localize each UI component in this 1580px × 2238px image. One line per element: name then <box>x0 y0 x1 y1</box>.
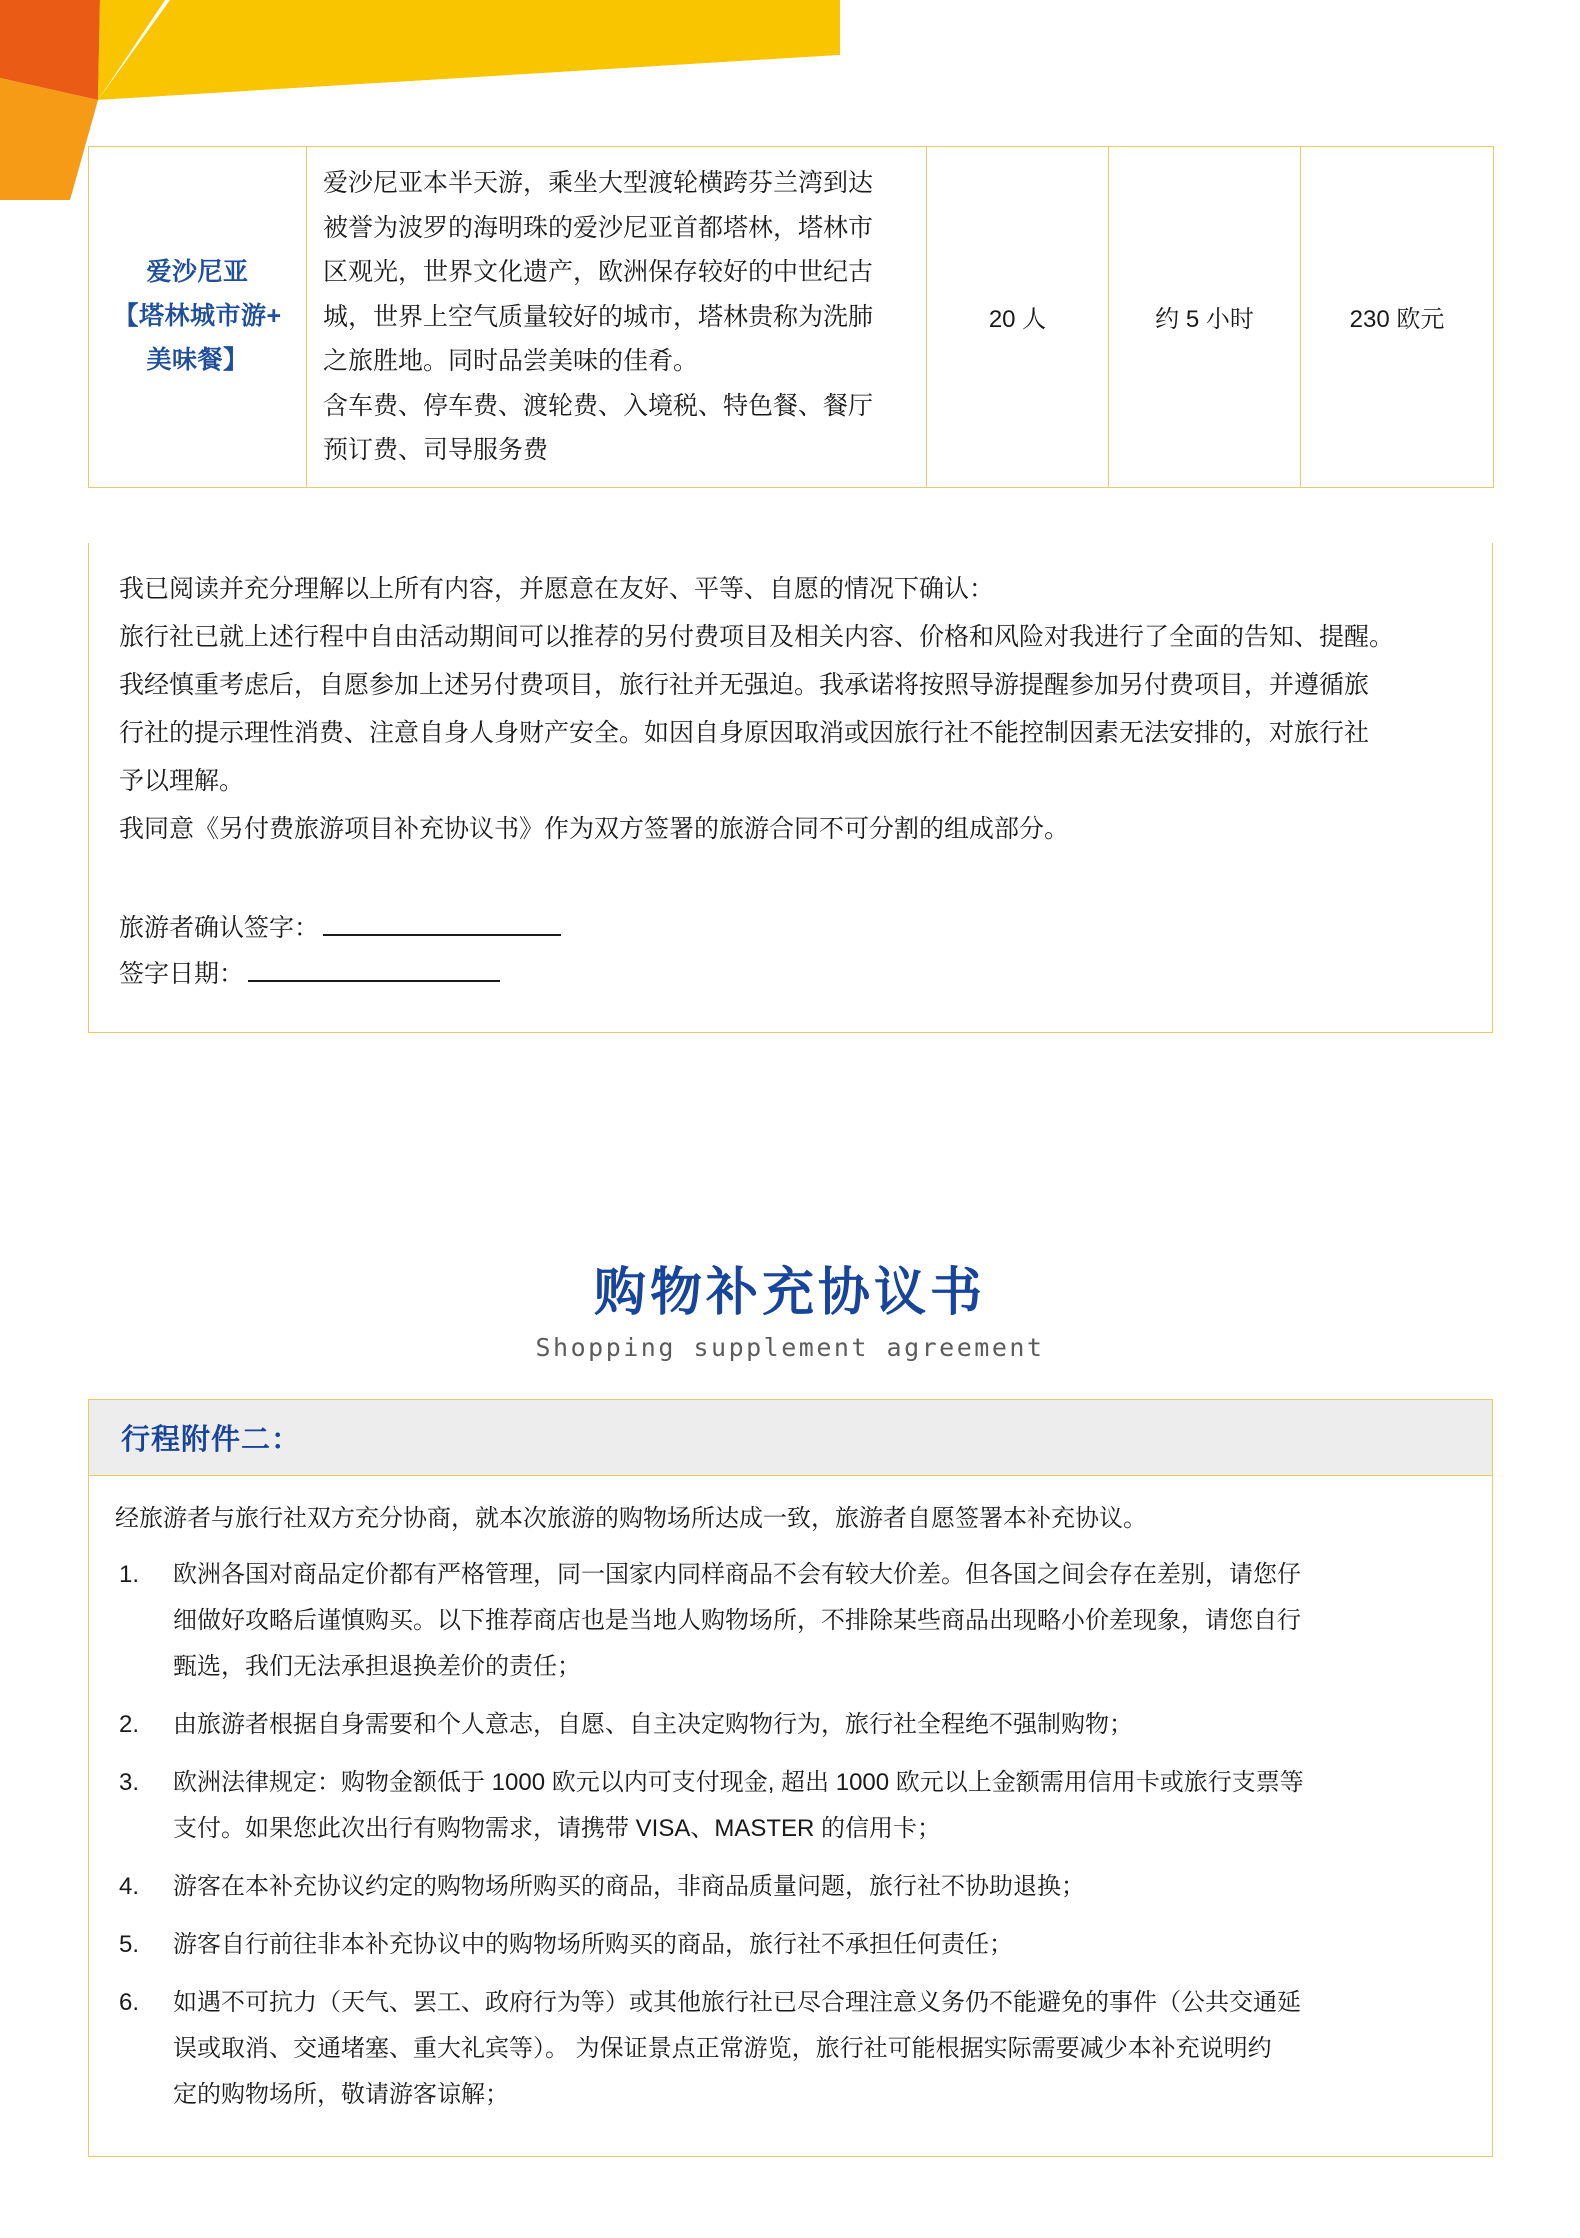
tour-name-line: 爱沙尼亚 <box>146 258 249 287</box>
declaration-line: 我同意《另付费旅游项目补充协议书》作为双方签署的旅游合同不可分割的组成部分。 <box>119 815 1070 843</box>
description-line: 之旅胜地。同时品尝美味的佳肴。 <box>323 347 699 375</box>
signature-date-row <box>119 951 1462 997</box>
clause-number: 4. <box>119 1873 140 1901</box>
declaration-line: 行社的提示理性消费、注意自身人身财产安全。如因自身原因取消或因旅行社不能控制因素无法安排的，对旅行社 <box>119 719 1370 747</box>
signature-date-input-line[interactable] <box>248 980 500 982</box>
declaration-line: 予以理解。 <box>119 767 245 795</box>
list-item <box>115 1702 1468 1748</box>
clause-number: 2. <box>119 1710 140 1738</box>
corner-shape-white-sliver <box>98 55 840 118</box>
tour-name-line: 美味餐】 <box>146 345 249 374</box>
table-row <box>89 147 1494 488</box>
attachment-panel <box>88 1399 1493 2157</box>
signature-spacer <box>119 853 1462 905</box>
signature-date-label: 签字日期： <box>119 960 245 989</box>
description-line: 预订费、司导服务费 <box>323 436 549 464</box>
corner-shape-white-wedge <box>98 0 170 100</box>
clause-number: 6. <box>119 1989 140 2017</box>
list-item <box>115 1552 1468 1690</box>
clause-line: 误或取消、交通堵塞、重大礼宾等）。 为保证景点正常游览，旅行社可能根据实际需要减少本补充说明约 <box>173 2035 1272 2063</box>
clause-line: 定的购物场所，敬请游客谅解； <box>173 2081 509 2109</box>
tour-name-line: 【塔林城市游+ <box>113 301 282 330</box>
attachment-intro: 经旅游者与旅行社双方充分协商，就本次旅游的购物场所达成一致，旅游者自愿签署本补充协议。 <box>115 1505 1147 1532</box>
clause-number: 3. <box>119 1768 140 1796</box>
attachment-header-label: 行程附件二： <box>121 1424 302 1456</box>
description-line: 城，世界上空气质量较好的城市，塔林贵称为洗肺 <box>323 302 874 331</box>
list-item <box>115 1922 1468 1968</box>
tour-description-cell <box>307 147 927 488</box>
declaration-line: 旅行社已就上述行程中自由活动期间可以推荐的另付费项目及相关内容、价格和风险对我进行了全面的告知、提醒。 <box>119 623 1395 651</box>
corner-shape-orange-dark <box>0 0 100 100</box>
declaration-line: 我经慎重考虑后，自愿参加上述另付费项目，旅行社并无强迫。我承诺将按照导游提醒参加另付费项目，并遵循旅 <box>119 671 1370 699</box>
list-item <box>115 1864 1468 1910</box>
clause-number: 5. <box>119 1931 140 1959</box>
signature-row <box>119 905 1462 951</box>
page-title: 购物补充协议书 <box>593 1265 986 1322</box>
list-item <box>115 1980 1468 2118</box>
clause-number: 1. <box>119 1560 140 1588</box>
price-cell: 230 欧元 <box>1301 147 1494 488</box>
attachment-body <box>89 1476 1492 2156</box>
clause-line: 如遇不可抗力（天气、罢工、政府行为等）或其他旅行社已尽合理注意义务仍不能避免的事件（公共交通延 <box>173 1989 1301 2017</box>
signature-label: 旅游者确认签字： <box>119 914 320 942</box>
participants-cell: 20 人 <box>927 147 1109 488</box>
declaration-block <box>88 543 1493 1033</box>
clause-line: 支付。如果您此次出行有购物需求，请携带 VISA、MASTER 的信用卡； <box>173 1814 942 1842</box>
corner-shape-yellow-top <box>98 0 840 100</box>
clause-line: 欧洲各国对商品定价都有严格管理，同一国家内同样商品不会有较大价差。但各国之间会存在差别，请您仔 <box>173 1560 1301 1588</box>
clause-line: 甄选，我们无法承担退换差价的责任； <box>173 1652 581 1680</box>
clause-line: 游客在本补充协议约定的购物场所购买的商品，非商品质量问题，旅行社不协助退换； <box>173 1873 1085 1901</box>
declaration-line: 我已阅读并充分理解以上所有内容，并愿意在友好、平等、自愿的情况下确认： <box>119 575 995 603</box>
list-item <box>115 1760 1468 1852</box>
page-subtitle: Shopping supplement agreement <box>535 1333 1045 1362</box>
clause-line: 细做好攻略后谨慎购买。以下推荐商店也是当地人购物场所，不排除某些商品出现略小价差现象，请您自行 <box>173 1606 1301 1634</box>
description-line: 爱沙尼亚本半天游，乘坐大型渡轮横跨芬兰湾到达 <box>323 169 874 197</box>
duration-cell: 约 5 小时 <box>1109 147 1301 488</box>
corner-shape-orange <box>0 78 98 200</box>
description-line: 被誉为波罗的海明珠的爱沙尼亚首都塔林，塔林市 <box>323 213 874 242</box>
attachment-header <box>89 1400 1492 1476</box>
tour-name-cell <box>89 147 307 488</box>
clause-line: 游客自行前往非本补充协议中的购物场所购买的商品，旅行社不承担任何责任； <box>173 1931 1013 1959</box>
clause-line: 由旅游者根据自身需要和个人意志，自愿、自主决定购物行为，旅行社全程绝不强制购物； <box>173 1710 1133 1738</box>
description-line: 含车费、停车费、渡轮费、入境税、特色餐、餐厅 <box>323 391 874 420</box>
signature-input-line[interactable] <box>323 934 561 936</box>
optional-tour-table <box>88 146 1494 488</box>
description-line: 区观光，世界文化遗产，欧洲保存较好的中世纪古 <box>323 258 874 286</box>
clause-line: 欧洲法律规定：购物金额低于 1000 欧元以内可支付现金, 超出 1000 欧元以上金额需用信用卡或旅行支票等 <box>173 1768 1304 1796</box>
clause-list <box>115 1552 1468 2119</box>
